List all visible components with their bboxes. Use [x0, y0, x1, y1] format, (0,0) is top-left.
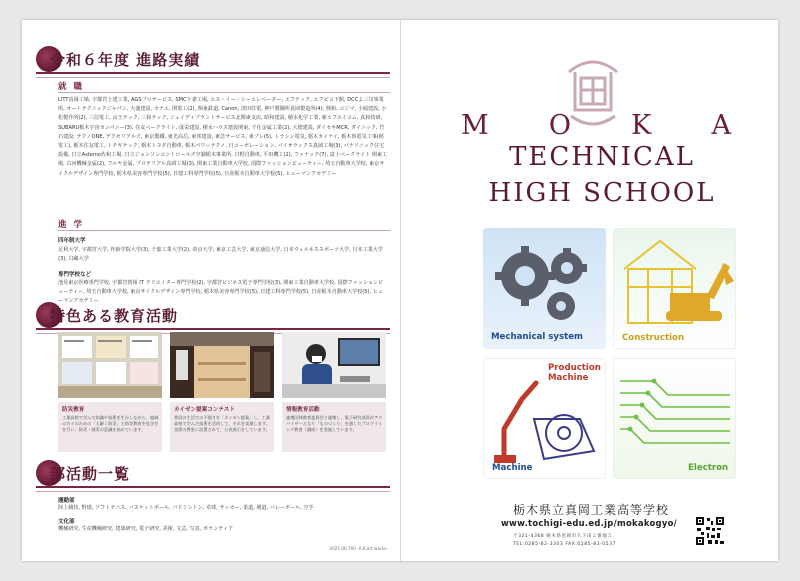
sports-clubs-label: 運動部 — [58, 498, 75, 504]
left-page — [22, 20, 400, 561]
machine-label: Machine — [492, 463, 533, 473]
machine-tile — [483, 358, 606, 479]
vocational-list: 池見東京医療専門学校, 宇都宮情報 IT クリエイター専門学校(2), 宇都宮ビジネス電子専門学校(3), 関東工業自動車大学校, 国際ファッションビューティー, 埼玉自動車大学校, 東京サイクルデザイン専門学校, 栃木県美容専門学校(5), 日建工科専門学校(5), 日産栃木自動車大学校(5), ヒューマンアカデミー — [58, 280, 384, 305]
section-career-header — [36, 46, 390, 74]
university-list: 足利大学, 宇都宮大学, 作新学院大学(3), 千葉工業大学(2), 帝京大学, 東京工芸大学, 東京通信大学, 日本ウェルネススポーツ大学, 日本工業大学(3), 白鷗大学 — [58, 247, 384, 263]
activity-gallery — [58, 332, 386, 452]
cover-title-technical: TECHNICAL — [509, 142, 695, 172]
activity-title-1: 防災教育 — [62, 407, 85, 413]
mechanical-system-tile — [483, 228, 606, 349]
section-career-title: 令和６年度 進路実績 — [50, 51, 201, 69]
cover-title-high-school: HIGH SCHOOL — [488, 178, 716, 208]
disaster-education-photo — [58, 332, 162, 398]
information-education-photo — [282, 332, 386, 398]
mechanical-system-label: Mechanical system — [491, 332, 584, 342]
qr-code-icon[interactable] — [695, 516, 725, 546]
section-activities-title: 特色ある教育活動 — [50, 307, 179, 325]
cover-title-moka: M O K A — [461, 110, 731, 141]
school-url[interactable]: www.tochigi-edu.ed.jp/mokakogyo/ — [501, 518, 678, 528]
employment-heading: 就 職 — [58, 82, 84, 92]
section-activities-header — [36, 302, 390, 330]
section-clubs-header — [36, 460, 390, 488]
activity-caption-3 — [282, 402, 386, 452]
school-address: 〒321-4368 栃木県真岡市久下田２番地５ — [513, 534, 613, 539]
construction-tile — [613, 228, 736, 349]
kaizen-contest-photo — [170, 332, 274, 398]
section-clubs-title: 部活動一覧 — [50, 465, 131, 483]
activity-title-3: 情報教育活動 — [286, 407, 320, 413]
electron-label: Electron — [688, 463, 729, 473]
cover-page — [400, 20, 778, 561]
activity-text-1: 工業高校で学んだ知識や技術を生かしながら、地域の方々のための「人解く防災」と防災教育を見学会を行い、防災・減災の意識を高めています。 — [62, 415, 159, 433]
university-label: 四年制大学 — [58, 238, 86, 244]
activity-caption-2 — [170, 402, 274, 452]
print-credit: 2025.06.700 -A.K.art works- — [329, 546, 388, 551]
activity-title-2: カイゼン提案コンテスト — [174, 407, 235, 413]
sports-clubs-list: 陸上競技, 野球, ソフトテニス, バスケットボール, バドミントン, 卓球, サッカー, 柔道, 剣道, バレーボール, 空手 — [58, 505, 314, 511]
employment-list: LITT真岡工場, 宇都宮土建工業, AGSプロサービス, SMC下妻工場, エス・イー・シーエレベーター, エフテック, エフピコ下館, DCCよ三川事業所, オートテクニックジャパン, 大盛建設, カナエ, 関電工(2), 関東鉄道, Canon, 清田住電, 神戸製鋼所真岡製造所(4), 興和, コジマ, 小堀建設, 小松製作所(2), 三信電工, 山王テック, 三和テック, ジェイディプラントサービス北関東支店, 昭和建設, 積水化学工業, 新エフエイコム, 真和技研, SUBARU栃木宇宙カンパニー(3), 住友ベークライト, 成栄建設, 積水ハウス建設関東, 千住金属工業(2), 大德建設, ダイセキMCR, ダイニック, 竹石建設, テクノONE, デクセリアルズ, 東京製鐵, 東光高岳, 東邦建設, 東急サービス, 東プレ(5), トラシン電気, 栃木カイケイ, 栃木県電気工事(栃電工), 栃木住友電工, トチギテック, 栃木トヨタ自動車, 栃木パワーテクノ, 日コーポレーション, バイオラックス真岡工場(3), パナソニック住宅設備, 日立Astemo佐和工場, 日立ジョンソンコントロールズ空調栃木事業所, 日野自動車, 平田機工(2), ファナック(7), 富士ベークライト 関東工場, 古河機械金属(2), フルヤ金属, プロテリアル真岡工場(3), 関東工業自動車大学校, 国際ファッションビューティー, 埼玉自動車大学校, 東京サイクルデザイン専門学校, 栃木県美容専門学校(5), 日建工科専門学校(5), 日産栃木自動車大学校(5), ヒューマンアカデミー — [58, 97, 388, 177]
school-name: 栃木県立真岡工業高等学校 — [513, 503, 670, 517]
electron-tile — [613, 358, 736, 479]
culture-clubs-label: 文化部 — [58, 519, 75, 525]
activity-text-2: 普段の生活での不便さを「カイゼン提案」し、工業高校で学んだ技術を活用して、それを実現します。実際の教室に設置されて、公表展示をしています。 — [174, 415, 271, 433]
activity-text-3: 連携団体教育委員会と連携し、電子研究部員がアドバイザーとなり「ものづくり」を通したプログラミング教育（講座）を実施しています。 — [286, 415, 383, 433]
activity-caption-1 — [58, 402, 162, 452]
pamphlet-sheet — [22, 20, 778, 561]
construction-label: Construction — [622, 333, 685, 343]
school-phone-fax: TEL:0285-82-3303 FAX:0285-83-0537 — [513, 542, 616, 547]
gears-icon — [483, 228, 606, 349]
excavator-icon — [614, 229, 736, 349]
production-machine-label: Production Machine — [548, 363, 601, 383]
circuit-board-icon — [614, 359, 736, 479]
advancement-heading: 進 学 — [58, 220, 84, 230]
culture-clubs-list: 機械研究, 生産機械研究, 建築研究, 電子研究, 美術, 文芸, 写真, ボランティア — [58, 526, 234, 532]
vocational-label: 専門学校など — [58, 272, 92, 278]
